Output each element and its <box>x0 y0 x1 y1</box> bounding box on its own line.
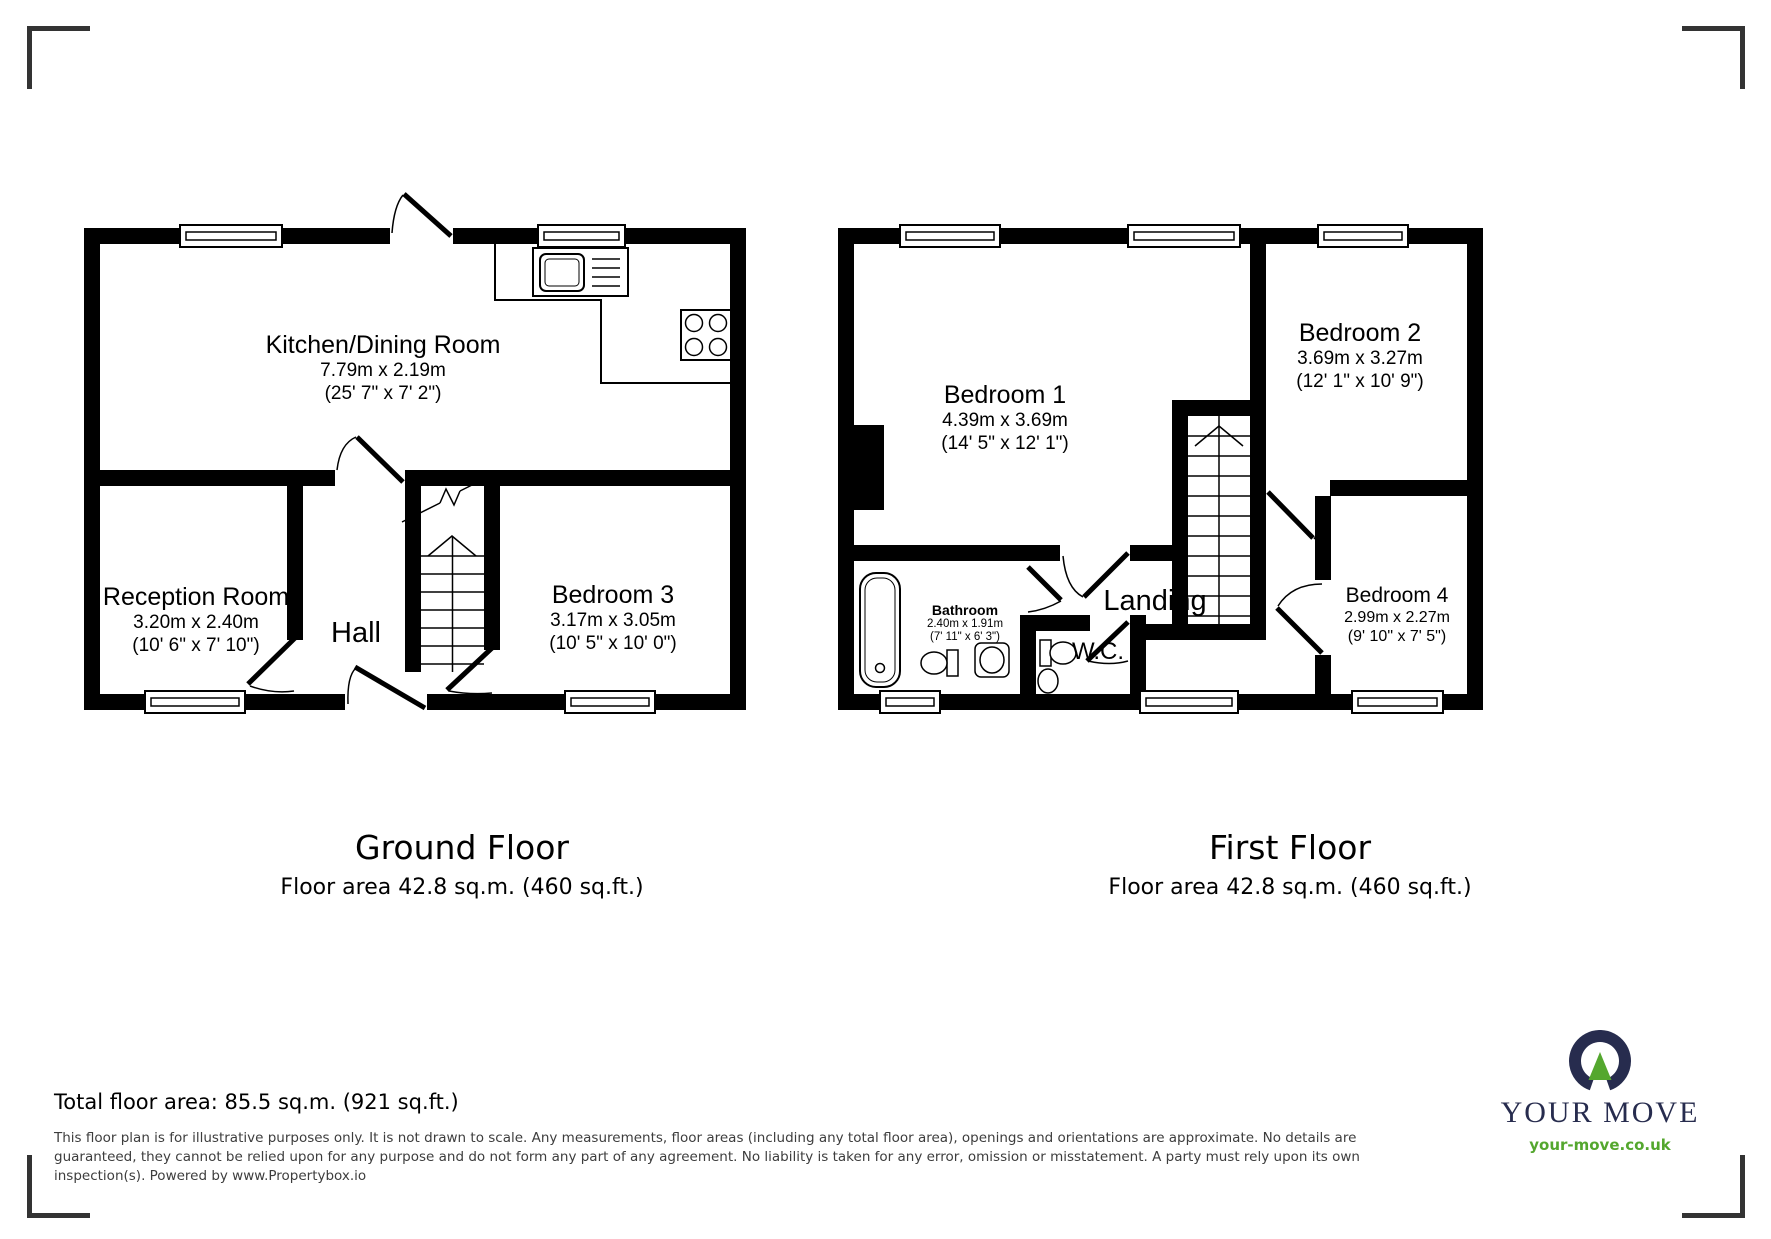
label-bedroom1 <box>941 380 1068 456</box>
label-bedroom4 <box>1344 583 1450 647</box>
room-metric: 3.20m x 2.40m <box>133 612 259 633</box>
room-imperial: (10' 5" x 10' 0") <box>549 632 677 654</box>
room-metric: 2.40m x 1.91m <box>926 618 1004 631</box>
first-floor-caption <box>1108 828 1471 900</box>
room-metric: 4.39m x 3.69m <box>942 410 1068 431</box>
brand-url: your-move.co.uk <box>1529 1136 1671 1154</box>
label-kitchen <box>266 330 501 406</box>
label-hall <box>331 616 381 651</box>
label-bedroom3 <box>549 580 676 656</box>
floor-title: First Floor <box>1208 828 1372 867</box>
floor-area: Floor area 42.8 sq.m. (460 sq.ft.) <box>1108 875 1472 900</box>
room-name: Reception Room <box>102 583 290 611</box>
room-imperial: (12' 1" x 10' 9") <box>1296 370 1424 392</box>
total-floor-area: Total floor area: 85.5 sq.m. (921 sq.ft.) <box>54 1090 459 1114</box>
room-metric: 2.99m x 2.27m <box>1344 609 1450 627</box>
room-name: Bedroom 4 <box>1345 584 1449 607</box>
room-name: W.C. <box>1072 638 1124 665</box>
room-name: Bedroom 3 <box>551 581 675 609</box>
room-name: Landing <box>1103 585 1207 617</box>
label-landing <box>1103 584 1206 619</box>
label-bedroom2 <box>1296 318 1423 394</box>
room-name: Bedroom 2 <box>1298 319 1422 347</box>
room-imperial: (10' 6" x 7' 10") <box>132 634 260 656</box>
floor-area: Floor area 42.8 sq.m. (460 sq.ft.) <box>280 875 644 900</box>
room-imperial: (14' 5" x 12' 1") <box>941 432 1069 454</box>
room-imperial: (25' 7" x 7' 2") <box>324 382 442 404</box>
disclaimer-text <box>54 1129 1454 1186</box>
disclaimer-line: This floor plan is for illustrative purposes only. It is not drawn to scale. Any measurements, floor areas (including any total floor area), openings and orientations are approximate. No details are <box>54 1130 1357 1146</box>
your-move-ring-icon <box>1565 1030 1635 1092</box>
room-metric: 3.69m x 3.27m <box>1297 348 1423 369</box>
brand-name: YOUR MOVE <box>1500 1096 1700 1129</box>
room-name: Bathroom <box>931 602 999 618</box>
room-name: Hall <box>331 617 381 649</box>
your-move-logo <box>1455 1030 1745 1180</box>
floor-title: Ground Floor <box>355 828 569 867</box>
label-bathroom <box>927 602 1003 645</box>
room-name: Bedroom 1 <box>943 381 1067 409</box>
room-name: Kitchen/Dining Room <box>265 331 501 359</box>
disclaimer-line: guaranteed, they cannot be relied upon for any purpose and do not form any part of any agreement. No liability is taken for any error, omission or misstatement. A party must rely upon its own <box>54 1149 1360 1165</box>
room-imperial: (7' 11" x 6' 3") <box>930 631 1000 644</box>
room-imperial: (9' 10" x 7' 5") <box>1347 628 1447 646</box>
label-wc <box>1072 638 1124 667</box>
disclaimer-line: inspection(s). Powered by www.Propertybox.io <box>54 1168 367 1184</box>
room-metric: 7.79m x 2.19m <box>320 360 446 381</box>
room-metric: 3.17m x 3.05m <box>550 610 676 631</box>
label-reception <box>103 582 289 658</box>
ground-floor-caption <box>280 828 643 900</box>
